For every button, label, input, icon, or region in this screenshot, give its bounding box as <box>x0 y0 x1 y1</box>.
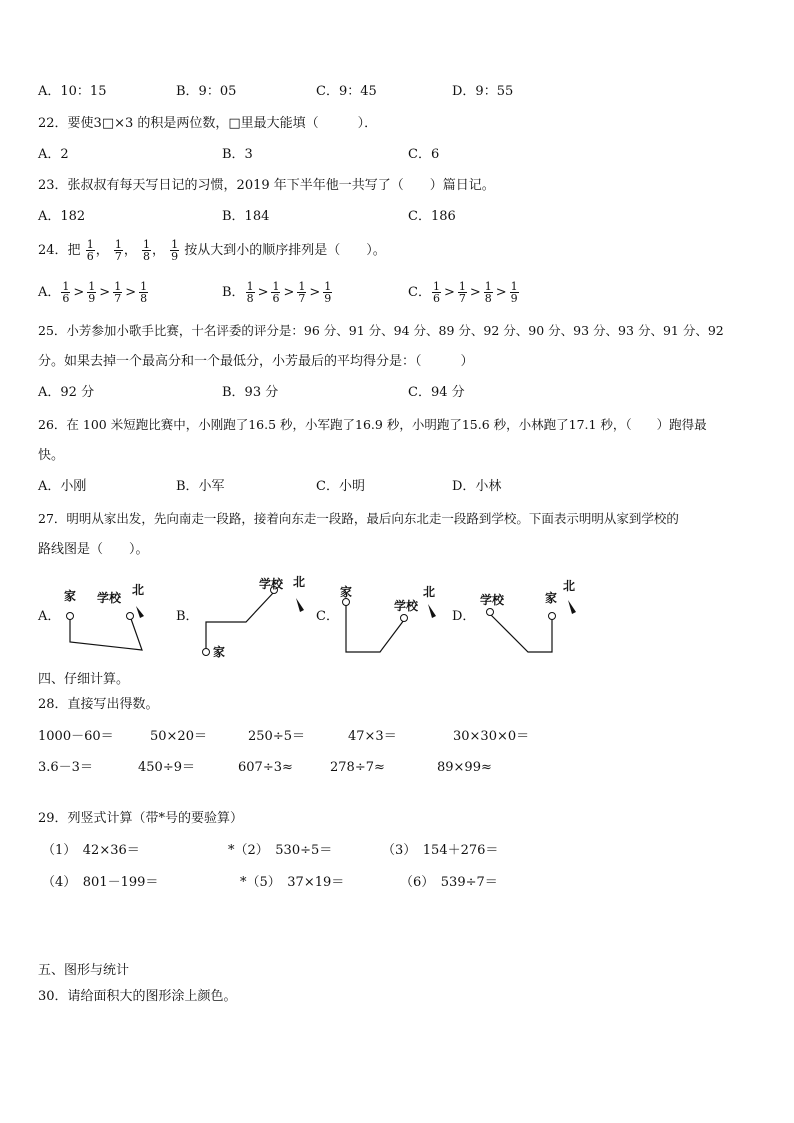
q27-c-north-label: 北 <box>423 585 436 599</box>
q27-a-school-label: 学校 <box>97 591 122 605</box>
q26-line1: 26．在 100 米短跑比赛中，小刚跑了16.5 秒，小军跑了16.9 秒，小明跑了15.6 秒，小林跑了17.1 秒，（ ）跑得最 <box>38 417 707 432</box>
q22-option-b: B．3 <box>222 147 253 162</box>
q27-b-school-label: 学校 <box>259 577 284 591</box>
north-arrow-icon <box>136 606 144 618</box>
q27-line1: 27．明明从家出发，先向南走一段路，接着向东走一段路，最后向东北走一段路到学校。下面表示明明从家到学校的 <box>38 511 679 526</box>
q25-option-a: A．92 分 <box>38 385 95 400</box>
q28-item: 47×3＝ <box>348 729 397 744</box>
q27-c-home-label: 家 <box>340 585 353 599</box>
q27-b-north-label: 北 <box>293 575 306 589</box>
home-marker <box>203 649 210 656</box>
section4-title: 四、仔细计算。 <box>38 672 130 687</box>
q21-option-d: D．9：55 <box>452 84 514 99</box>
q27-option-d-label: D． <box>452 609 476 624</box>
q25-option-c: C．94 分 <box>408 385 465 400</box>
q25-line2: 分。如果去掉一个最高分和一个最低分，小芳最后的平均得分是：（ ） <box>38 354 474 369</box>
home-marker <box>549 613 556 620</box>
home-marker <box>67 613 74 620</box>
school-marker <box>487 609 494 616</box>
q28-item: 450÷9＝ <box>138 760 195 775</box>
q24-stem: 24．把 $\frac{1}{6}$ ， $\frac{1}{7}$ ， $\frac{1}{8}$ ， $\frac{1}{9}$ 按从大到小的顺序排列是（ ）。 <box>38 238 386 263</box>
q24-fraction: $\frac{1}{7}$ <box>114 238 122 263</box>
q24-suffix: 按从大到小的顺序排列是（ ）。 <box>184 243 386 258</box>
q26-option-c: C．小明 <box>316 479 365 494</box>
q28-item: 278÷7≈ <box>330 760 385 775</box>
q27-a-home-label: 家 <box>64 589 77 603</box>
school-marker <box>401 615 408 622</box>
q22-stem: 22．要使3□×3 的积是两位数，□里最大能填（ ）． <box>38 116 378 131</box>
q28-item: 250÷5＝ <box>248 729 305 744</box>
q23-option-a: A．182 <box>38 209 86 224</box>
north-arrow-icon <box>428 604 436 618</box>
q27-c-school-label: 学校 <box>394 599 419 613</box>
q27-option-b-label: B． <box>176 609 199 624</box>
q28-item: 30×30×0＝ <box>453 729 530 744</box>
q29-stem: 29．列竖式计算（带*号的要验算） <box>38 811 244 826</box>
q27-d-north-label: 北 <box>563 579 576 593</box>
q29-item: （4） 801－199＝ <box>42 875 159 890</box>
q24-fraction: $\frac{1}{8}$ <box>142 238 150 263</box>
q27-a-north-label: 北 <box>132 583 145 597</box>
q28-item: 89×99≈ <box>437 760 492 775</box>
q22-option-c: C．6 <box>408 147 440 162</box>
q29-item: （3） 154＋276＝ <box>382 843 499 858</box>
q27-b-home-label: 家 <box>213 645 226 659</box>
q27-d-school-label: 学校 <box>480 593 505 607</box>
q23-option-b: B．184 <box>222 209 270 224</box>
q29-item: （1） 42×36＝ <box>42 843 140 858</box>
q26-option-a: A．小刚 <box>38 479 87 494</box>
q21-option-b: B．9：05 <box>176 84 237 99</box>
q21-option-a: A．10：15 <box>38 84 107 99</box>
q25-option-b: B．93 分 <box>222 385 279 400</box>
north-arrow-icon <box>296 598 304 612</box>
q23-option-c: C．186 <box>408 209 456 224</box>
section5-title: 五、图形与统计 <box>38 963 130 978</box>
q27-line2: 路线图是（ ）。 <box>38 542 149 557</box>
q26-line2: 快。 <box>38 448 65 463</box>
q24-option-b: B． $\frac{1}{8}$ > $\frac{1}{6}$ > $\frac{1}{7}$ > $\frac{1}{9}$ <box>222 280 332 305</box>
school-marker <box>127 613 134 620</box>
q26-option-d: D．小林 <box>452 479 502 494</box>
q21-option-c: C．9：45 <box>316 84 377 99</box>
q24-fraction: $\frac{1}{6}$ <box>86 238 94 263</box>
q28-item: 50×20＝ <box>150 729 207 744</box>
q27-d-home-label: 家 <box>545 591 558 605</box>
q28-item: 1000－60＝ <box>38 729 114 744</box>
q25-line1: 25．小芳参加小歌手比赛，十名评委的评分是：96 分、91 分、94 分、89 分、92 分、90 分、93 分、93 分、91 分、92 <box>38 323 724 338</box>
q24-option-c: C． $\frac{1}{6}$ > $\frac{1}{7}$ > $\frac{1}{8}$ > $\frac{1}{9}$ <box>408 280 518 305</box>
q24-prefix: 24．把 <box>38 243 81 258</box>
q29-item: （6） 539÷7＝ <box>400 875 498 890</box>
q27-option-c-label: C． <box>316 609 339 624</box>
q24-fraction: $\frac{1}{9}$ <box>171 238 179 263</box>
q23-stem: 23．张叔叔有每天写日记的习惯，2019 年下半年他一共写了（ ）篇日记。 <box>38 178 495 193</box>
q28-item: 3.6－3＝ <box>38 760 93 775</box>
north-arrow-icon <box>568 600 576 614</box>
q29-item: *（2） 530÷5＝ <box>228 843 333 858</box>
q29-item: *（5） 37×19＝ <box>240 875 345 890</box>
q28-item: 607÷3≈ <box>238 760 293 775</box>
q30-stem: 30．请给面积大的图形涂上颜色。 <box>38 989 237 1004</box>
q22-option-a: A．2 <box>38 147 69 162</box>
q26-option-b: B．小军 <box>176 479 225 494</box>
q28-stem: 28．直接写出得数。 <box>38 697 159 712</box>
q24-option-a: A． $\frac{1}{6}$ > $\frac{1}{9}$ > $\frac{1}{7}$ > $\frac{1}{8}$ <box>38 280 148 305</box>
q27-option-a-label: A． <box>38 609 61 624</box>
